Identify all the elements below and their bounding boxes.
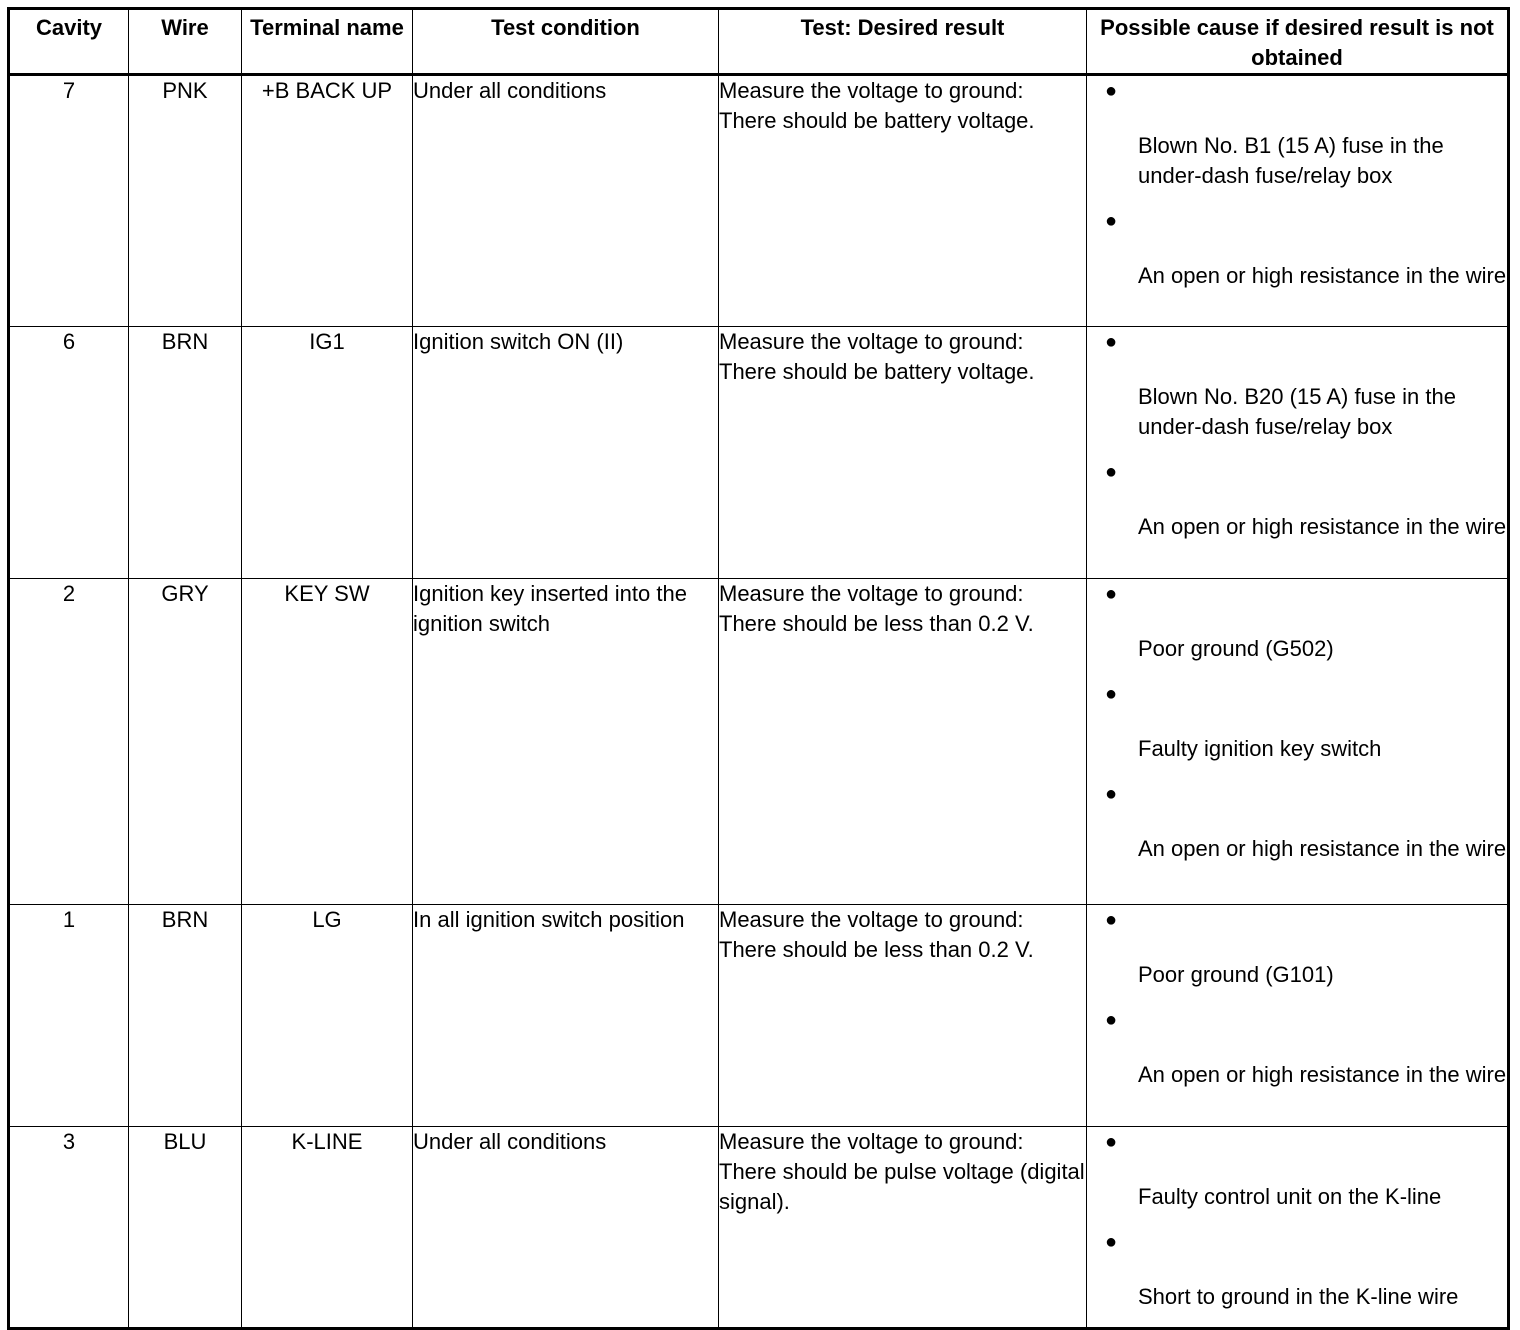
desired-result-cell: Measure the voltage to ground: There should be battery voltage. [719,327,1087,579]
header-test-condition: Test condition [413,9,719,75]
table-row [9,75,1509,327]
cause-text: Short to ground in the K-line wire [1138,1284,1459,1309]
possible-cause-cell [1087,905,1509,1127]
cavity-cell: 6 [9,327,129,579]
possible-cause-cell [1087,75,1509,327]
bullet-icon: ● [1105,1231,1118,1253]
wire-cell: BLU [129,1127,242,1329]
cause-text: Poor ground (G101) [1138,962,1334,987]
possible-cause-cell [1087,327,1509,579]
cause-text: Blown No. B1 (15 A) fuse in the under-dash fuse/relay box [1138,133,1444,188]
table-row [9,579,1509,905]
terminal-name-cell: LG [242,905,413,1127]
list-item [1087,1227,1507,1312]
header-cavity: Cavity [9,9,129,75]
cause-text: An open or high resistance in the wire [1138,836,1507,861]
bullet-icon: ● [1105,80,1118,102]
cavity-cell: 7 [9,75,129,327]
bullet-icon: ● [1105,331,1118,353]
wire-cell: BRN [129,327,242,579]
bullet-icon: ● [1105,210,1118,232]
list-item [1087,457,1507,542]
cavity-cell: 3 [9,1127,129,1329]
terminal-name-cell: KEY SW [242,579,413,905]
bullet-icon: ● [1105,683,1118,705]
wire-cell: GRY [129,579,242,905]
bullet-icon: ● [1105,1009,1118,1031]
test-condition-cell: In all ignition switch position [413,905,719,1127]
test-condition-cell: Under all conditions [413,75,719,327]
terminal-name-cell: +B BACK UP [242,75,413,327]
cause-list [1087,76,1507,291]
cause-text: Faulty ignition key switch [1138,736,1382,761]
cause-text: Faulty control unit on the K-line [1138,1184,1442,1209]
cause-list [1087,579,1507,864]
cause-text: An open or high resistance in the wire [1138,514,1507,539]
header-desired-result: Test: Desired result [719,9,1087,75]
header-terminal-name: Terminal name [242,9,413,75]
cause-text: An open or high resistance in the wire [1138,263,1507,288]
list-item [1087,779,1507,864]
bullet-icon: ● [1105,1131,1118,1153]
list-item [1087,206,1507,291]
test-condition-cell: Under all conditions [413,1127,719,1329]
list-item [1087,1005,1507,1090]
test-condition-cell: Ignition key inserted into the ignition switch [413,579,719,905]
list-item [1087,76,1507,191]
test-condition-cell: Ignition switch ON (II) [413,327,719,579]
terminal-name-cell: K-LINE [242,1127,413,1329]
table-row [9,905,1509,1127]
desired-result-cell: Measure the voltage to ground: There should be battery voltage. [719,75,1087,327]
cause-list [1087,327,1507,542]
bullet-icon: ● [1105,909,1118,931]
cause-text: Poor ground (G502) [1138,636,1334,661]
desired-result-cell: Measure the voltage to ground: There should be less than 0.2 V. [719,579,1087,905]
cavity-cell: 1 [9,905,129,1127]
wire-cell: PNK [129,75,242,327]
cause-text: Blown No. B20 (15 A) fuse in the under-dash fuse/relay box [1138,384,1456,439]
possible-cause-cell [1087,1127,1509,1329]
cause-list [1087,905,1507,1090]
cavity-cell: 2 [9,579,129,905]
wire-cell: BRN [129,905,242,1127]
table-row [9,1127,1509,1329]
possible-cause-cell [1087,579,1509,905]
table-body [9,75,1509,1329]
bullet-icon: ● [1105,461,1118,483]
header-wire: Wire [129,9,242,75]
list-item [1087,327,1507,442]
desired-result-cell: Measure the voltage to ground: There should be less than 0.2 V. [719,905,1087,1127]
list-item [1087,579,1507,664]
bullet-icon: ● [1105,783,1118,805]
header-row [9,9,1509,75]
bullet-icon: ● [1105,583,1118,605]
table-row [9,327,1509,579]
header-possible-cause: Possible cause if desired result is not obtained [1087,9,1509,75]
terminal-name-cell: IG1 [242,327,413,579]
desired-result-cell: Measure the voltage to ground: There should be pulse voltage (digital signal). [719,1127,1087,1329]
list-item [1087,1127,1507,1212]
cause-list [1087,1127,1507,1312]
cause-text: An open or high resistance in the wire [1138,1062,1507,1087]
terminal-test-table [7,7,1510,1330]
list-item [1087,679,1507,764]
list-item [1087,905,1507,990]
